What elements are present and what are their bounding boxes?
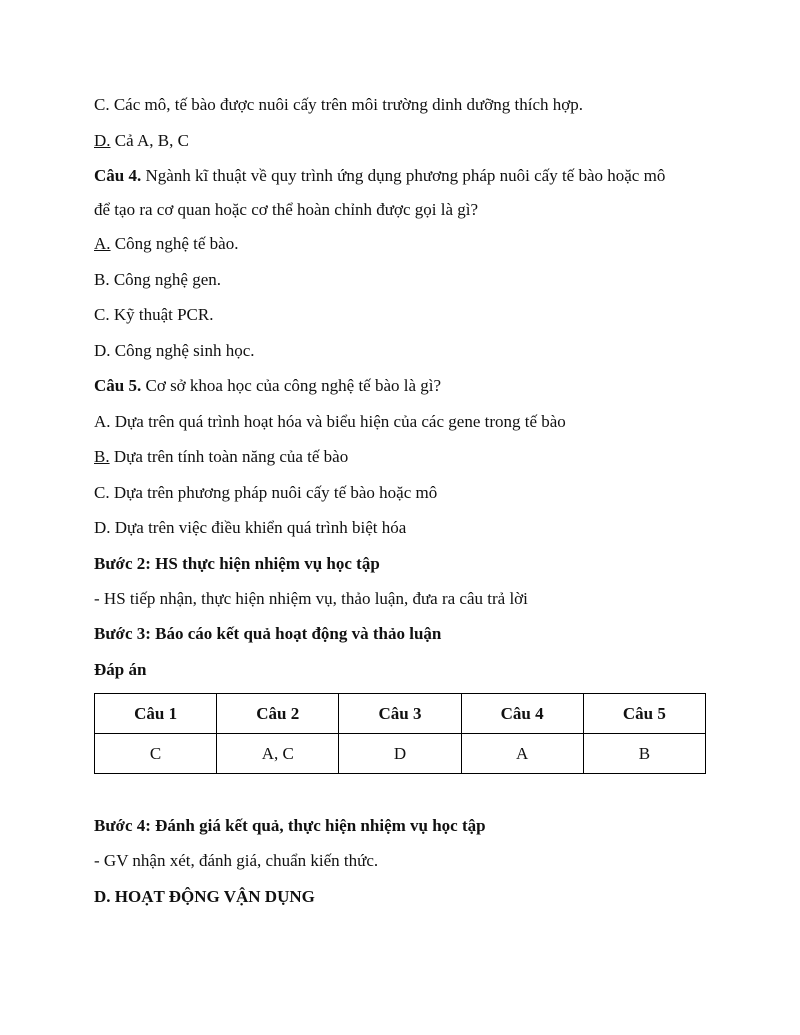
step-2-description: - HS tiếp nhận, thực hiện nhiệm vụ, thảo luận, đưa ra câu trả lời bbox=[94, 589, 528, 608]
question-4-option-b: B. Công nghệ gen. bbox=[94, 270, 222, 289]
answer-marker: A. bbox=[94, 234, 111, 253]
question-4-continuation: để tạo ra cơ quan hoặc cơ thể hoàn chỉnh được gọi là gì? bbox=[94, 200, 479, 219]
table-header-cell: Câu 2 bbox=[217, 694, 339, 734]
answer-table bbox=[94, 693, 706, 774]
table-header-cell: Câu 4 bbox=[461, 694, 583, 734]
answer-table-row bbox=[95, 734, 706, 774]
table-header-cell: Câu 1 bbox=[95, 694, 217, 734]
option-c-line: C. Các mô, tế bào được nuôi cấy trên môi trường dinh dưỡng thích hợp. bbox=[94, 95, 583, 114]
table-answer-cell: A bbox=[461, 734, 583, 774]
answer-key-heading: Đáp án bbox=[94, 660, 147, 679]
question-5-line: Câu 5. Cơ sở khoa học của công nghệ tế bào là gì? bbox=[94, 376, 442, 395]
question-4-option-a: A. Công nghệ tế bào. bbox=[94, 234, 239, 253]
table-header-cell: Câu 5 bbox=[583, 694, 705, 734]
table-answer-cell: A, C bbox=[217, 734, 339, 774]
table-answer-cell: C bbox=[95, 734, 217, 774]
question-label: Câu 4. bbox=[94, 166, 142, 185]
step-4-heading: Bước 4: Đánh giá kết quả, thực hiện nhiệm vụ học tập bbox=[94, 816, 486, 835]
table-answer-cell: B bbox=[583, 734, 705, 774]
answer-table-header-row bbox=[95, 694, 706, 734]
step-3-heading: Bước 3: Báo cáo kết quả hoạt động và thảo luận bbox=[94, 624, 442, 643]
section-d-heading: D. HOẠT ĐỘNG VẬN DỤNG bbox=[94, 887, 315, 906]
answer-marker: D. bbox=[94, 131, 111, 150]
table-header-cell: Câu 3 bbox=[339, 694, 461, 734]
question-5-option-b: B. Dựa trên tính toàn năng của tế bào bbox=[94, 447, 349, 466]
step-4-description: - GV nhận xét, đánh giá, chuẩn kiến thức. bbox=[94, 851, 379, 870]
question-5-option-a: A. Dựa trên quá trình hoạt hóa và biểu hiện của các gene trong tế bào bbox=[94, 412, 566, 431]
question-4-option-d: D. Công nghệ sinh học. bbox=[94, 341, 255, 360]
question-label: Câu 5. bbox=[94, 376, 142, 395]
question-5-option-c: C. Dựa trên phương pháp nuôi cấy tế bào hoặc mô bbox=[94, 483, 438, 502]
table-answer-cell: D bbox=[339, 734, 461, 774]
step-2-heading: Bước 2: HS thực hiện nhiệm vụ học tập bbox=[94, 554, 380, 573]
answer-marker: B. bbox=[94, 447, 110, 466]
option-d-answer-line: D. Cả A, B, C bbox=[94, 131, 189, 150]
question-5-option-d: D. Dựa trên việc điều khiển quá trình biệt hóa bbox=[94, 518, 407, 537]
question-4-option-c: C. Kỹ thuật PCR. bbox=[94, 305, 214, 324]
question-4-line: Câu 4. Ngành kĩ thuật về quy trình ứng dụng phương pháp nuôi cấy tế bào hoặc mô bbox=[94, 166, 666, 185]
